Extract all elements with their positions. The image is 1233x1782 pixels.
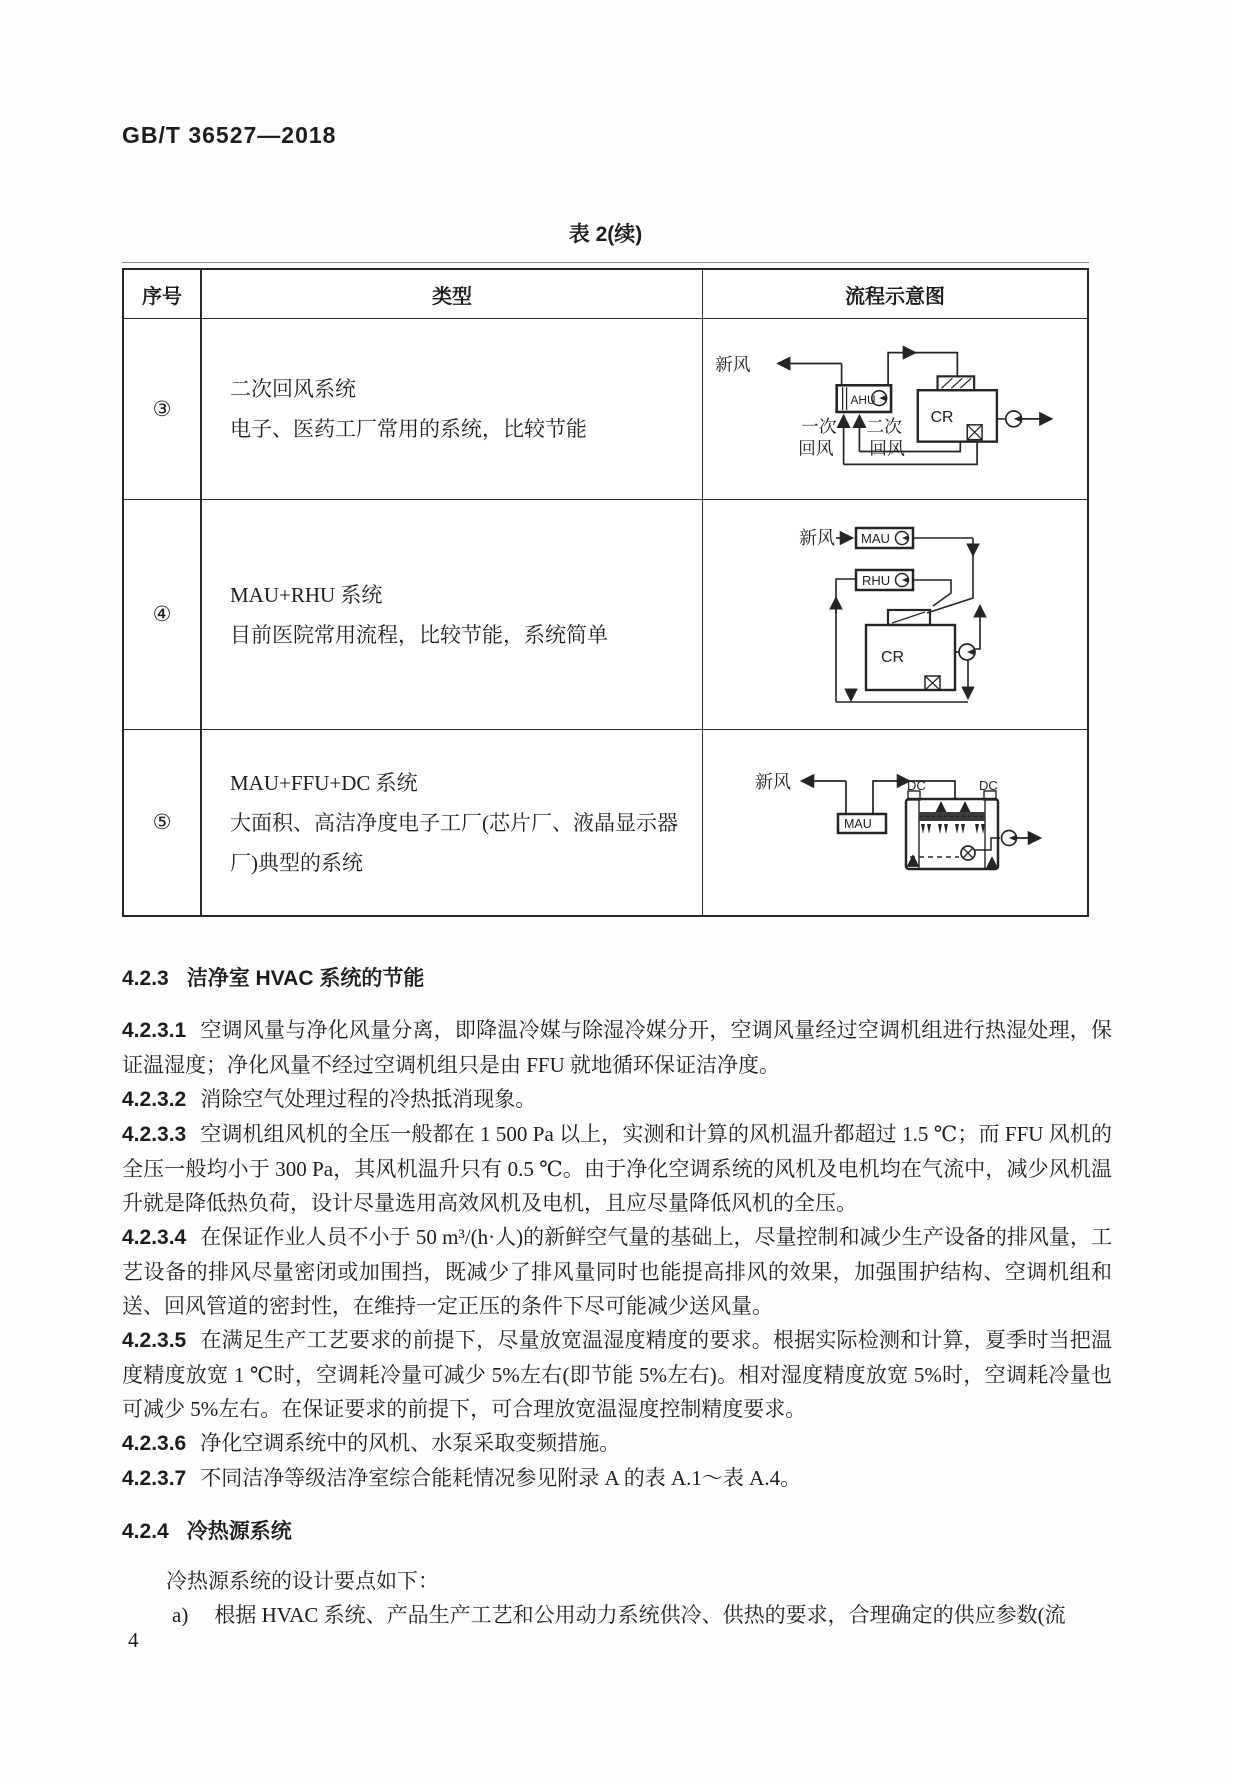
flow-diagram-mau-ffu-dc [702, 730, 1087, 915]
section-title: 洁净室 HVAC 系统的节能 [186, 967, 425, 990]
type-title: MAU+FFU+DC 系统 [230, 770, 418, 795]
dc-left-label: DC [907, 778, 926, 793]
clause-text: 不同洁净等级洁净室综合能耗情况参见附录 A 的表 A.1～表 A.4。 [200, 1466, 802, 1490]
flow-diagram-mau-rhu [702, 500, 1087, 729]
ahu-label: AHU [850, 393, 876, 408]
clause-number: 4.2.3.1 [122, 1019, 187, 1042]
fresh-air-label: 新风 [799, 528, 835, 548]
row-number: ④ [152, 602, 172, 626]
type-desc: 目前医院常用流程，比较节能，系统简单 [230, 622, 608, 647]
clause-text: 在保证作业人员不小于 50 m³/(h·人)的新鲜空气量的基础上，尽量控制和减少生产设备的排风量，工艺设备的排风尽量密闭或加围挡，既减少了排风量同时也能提高排风的效果，加强围护结构、空调机组和送、回风管道的密封性，在维持一定正压的条件下尽可能减少送风量。 [122, 1225, 1112, 1318]
cleanroom-box [906, 799, 998, 869]
col-header-type: 类型 [200, 270, 702, 318]
secondary-return-label2: 回风 [869, 438, 905, 459]
cleanroom-box [866, 625, 955, 690]
clause-4236 [122, 1426, 1112, 1461]
list-item-label: a) [172, 1603, 189, 1627]
table-row [124, 729, 1087, 915]
dc-right-label: DC [979, 778, 998, 793]
rhu-label: RHU [862, 573, 891, 588]
clause-text: 在满足生产工艺要求的前提下，尽量放宽温湿度精度的要求。根据实际检测和计算，夏季时当把温度精度放宽 1 ℃时，空调耗冷量可减少 5%左右(即节能 5%左右)。相对湿度精度放宽 5%时，空调耗冷量也可减少 5%左右。在保证要求的前提下，可合理放宽温湿度控制精度要求。 [122, 1328, 1112, 1421]
clause-4231 [122, 1013, 1112, 1082]
table-title: 表 2(续) [568, 223, 643, 246]
clause-4237 [122, 1461, 1112, 1496]
type-title: 二次回风系统 [230, 377, 356, 401]
fresh-air-label: 新风 [755, 772, 791, 792]
clause-text: 空调机组风机的全压一般都在 1 500 Pa 以上，实测和计算的风机温升都超过 1.5 ℃；而 FFU 风机的全压一般均小于 300 Pa，其风机温升只有 0.5 ℃。由于净化空调系统的风机及电机均在气流中，减少风机温升就是降低热负荷，设计尽量选用高效风机及电机，且应尽量降低风机的全压。 [122, 1122, 1112, 1215]
section-heading-424 [122, 1515, 1112, 1549]
section-title: 冷热源系统 [186, 1520, 292, 1543]
primary-return-label2: 回风 [798, 438, 834, 459]
clause-4235 [122, 1323, 1112, 1426]
section-number: 4.2.4 [122, 1520, 169, 1543]
mau-label: MAU [844, 817, 872, 831]
table-row [124, 499, 1087, 729]
system-type-table [122, 268, 1089, 917]
clause-number: 4.2.3.5 [122, 1329, 187, 1352]
row-number: ③ [152, 396, 172, 421]
col-header-diagram: 流程示意图 [702, 270, 1087, 318]
clause-text: 空调风量与净化风量分离，即降温冷媒与除湿冷媒分开，空调风量经过空调机组进行热湿处理，保证温湿度；净化风量不经过空调机组只是由 FFU 就地循环保证洁净度。 [122, 1018, 1112, 1077]
section-intro: 冷热源系统的设计要点如下： [166, 1569, 439, 1593]
row-type [200, 730, 702, 915]
row-type [200, 500, 702, 729]
section-number: 4.2.3 [122, 967, 169, 990]
filter-icon [938, 376, 975, 390]
cleanroom-box [918, 390, 997, 441]
clause-number: 4.2.3.2 [122, 1088, 187, 1111]
type-title: MAU+RHU 系统 [230, 582, 383, 607]
primary-return-label: 一次 [801, 416, 837, 437]
list-item-a [122, 1598, 1112, 1632]
page-number: 4 [128, 1628, 139, 1652]
list-item-text: 根据 HVAC 系统、产品生产工艺和公用动力系统供冷、供热的要求，合理确定的供应参数(流 [214, 1603, 1066, 1627]
downflow-arrows [921, 824, 985, 834]
clause-number: 4.2.3.4 [122, 1226, 187, 1249]
clause-4232 [122, 1082, 1112, 1117]
cr-label: CR [930, 408, 954, 426]
section-heading-423 [122, 962, 1112, 996]
fresh-air-label: 新风 [715, 354, 751, 375]
secondary-return-diagram [703, 319, 1092, 499]
mau-label: MAU [861, 531, 890, 546]
col-header-seq: 序号 [142, 285, 182, 308]
clause-text: 消除空气处理过程的冷热抵消现象。 [200, 1087, 537, 1111]
clause-number: 4.2.3.6 [122, 1432, 187, 1455]
clause-4233 [122, 1117, 1112, 1220]
body-text [122, 962, 1112, 1632]
mau-ffu-dc-diagram [703, 730, 1092, 915]
clause-number: 4.2.3.3 [122, 1123, 187, 1146]
flow-diagram-secondary-return [702, 319, 1087, 499]
cr-label: CR [881, 649, 905, 666]
row-type [200, 319, 702, 499]
mau-rhu-diagram [703, 500, 1092, 729]
clause-4234 [122, 1220, 1112, 1323]
type-desc: 电子、医药工厂常用的系统，比较节能 [230, 417, 587, 441]
row-number: ⑤ [152, 810, 172, 834]
clause-number: 4.2.3.7 [122, 1467, 187, 1490]
clause-text: 净化空调系统中的风机、水泵采取变频措施。 [200, 1431, 621, 1455]
secondary-return-label: 二次 [866, 416, 902, 437]
table-header-row [124, 270, 1087, 318]
table-row [124, 318, 1087, 499]
type-desc: 大面积、高洁净度电子工厂(芯片厂、液晶显示器厂)典型的系统 [230, 810, 678, 875]
doc-number: GB/T 36527—2018 [122, 122, 337, 148]
